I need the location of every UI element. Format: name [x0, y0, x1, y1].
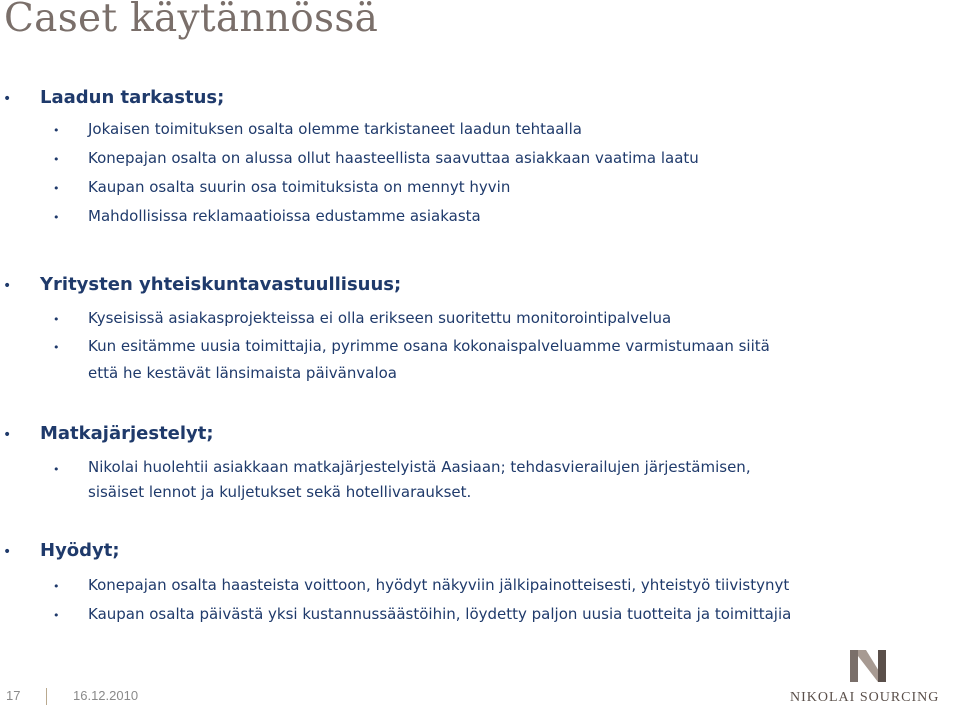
item-bullet: •	[53, 609, 60, 622]
footer-date: 16.12.2010	[73, 688, 139, 703]
list-item: Mahdollisissa reklamaatioissa edustamme asiakasta	[88, 207, 481, 225]
list-item: Konepajan osalta on alussa ollut haasteellista saavuttaa asiakkaan vaatima laatu	[88, 149, 699, 167]
section-bullet: •	[3, 427, 12, 443]
list-item: Kaupan osalta suurin osa toimituksista on mennyt hyvin	[88, 178, 511, 196]
n-monogram-icon	[848, 646, 888, 686]
company-logo-text: NIKOLAI SOURCING	[790, 690, 940, 705]
list-item-continuation: sisäiset lennot ja kuljetukset sekä hotellivaraukset.	[88, 483, 472, 501]
section-bullet: •	[3, 91, 12, 107]
section-heading: Matkajärjestelyt;	[40, 423, 214, 444]
list-item: Jokaisen toimituksen osalta olemme tarkistaneet laadun tehtaalla	[88, 120, 582, 138]
section-bullet: •	[3, 544, 12, 560]
list-item: Nikolai huolehtii asiakkaan matkajärjestelyistä Aasiaan; tehdasvierailujen järjestämisen,	[88, 458, 751, 476]
item-bullet: •	[53, 313, 60, 326]
item-bullet: •	[53, 182, 60, 195]
section-heading: Hyödyt;	[40, 540, 120, 561]
item-bullet: •	[53, 580, 60, 593]
list-item: Kun esitämme uusia toimittajia, pyrimme osana kokonaispalveluamme varmistumaan siitä	[88, 337, 770, 355]
footer-divider	[46, 688, 47, 705]
page-title: Caset käytännössä	[4, 0, 379, 41]
list-item: Kaupan osalta päivästä yksi kustannussäästöihin, löydetty paljon uusia tuotteita ja toimittajia	[88, 605, 792, 623]
section-bullet: •	[3, 278, 12, 294]
item-bullet: •	[53, 124, 60, 137]
item-bullet: •	[53, 341, 60, 354]
item-bullet: •	[53, 211, 60, 224]
section-heading: Yritysten yhteiskuntavastuullisuus;	[40, 274, 402, 295]
item-bullet: •	[53, 153, 60, 166]
section-heading: Laadun tarkastus;	[40, 87, 225, 108]
item-bullet: •	[53, 463, 60, 476]
list-item-continuation: että he kestävät länsimaista päivänvaloa	[88, 364, 397, 382]
list-item: Konepajan osalta haasteista voittoon, hyödyt näkyviin jälkipainotteisesti, yhteistyö tiivistynyt	[88, 576, 790, 594]
page-number: 17	[6, 688, 21, 703]
list-item: Kyseisissä asiakasprojekteissa ei olla erikseen suoritettu monitorointipalvelua	[88, 309, 672, 327]
